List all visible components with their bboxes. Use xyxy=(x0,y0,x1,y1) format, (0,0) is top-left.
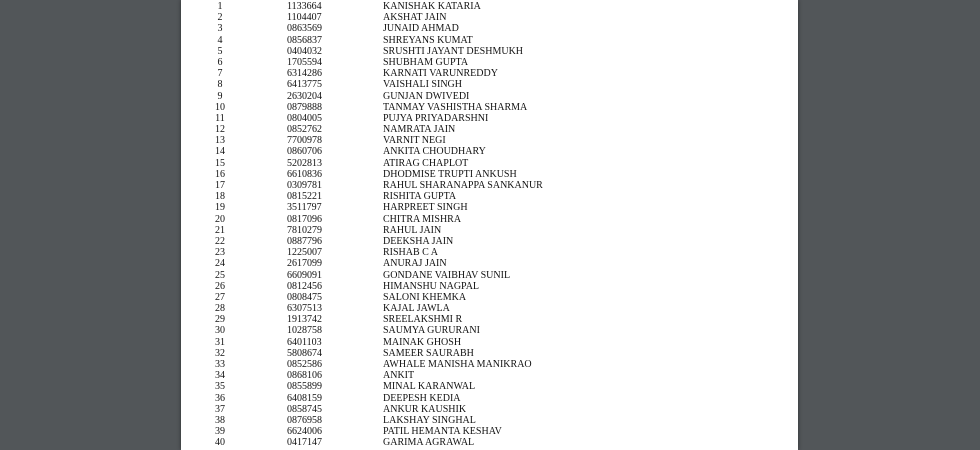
candidate-name: SAMEER SAURABH xyxy=(383,347,474,359)
serial-number: 34 xyxy=(215,370,225,382)
candidate-name: ANURAJ JAIN xyxy=(383,258,447,270)
list-item xyxy=(181,169,798,180)
list-item xyxy=(181,337,798,348)
list-item xyxy=(181,370,798,381)
candidate-name: AWHALE MANISHA MANIKRAO xyxy=(383,359,532,370)
candidate-name: HIMANSHU NAGPAL xyxy=(383,280,480,292)
candidate-name: DEEKSHA JAIN xyxy=(383,235,454,247)
serial-number: 15 xyxy=(215,157,225,169)
roll-number: 6413775 xyxy=(287,79,322,91)
list-item xyxy=(181,325,798,336)
serial-number: 37 xyxy=(215,403,225,415)
candidate-name: ANKUR KAUSHIK xyxy=(383,403,467,415)
roll-number: 0863569 xyxy=(287,23,322,35)
candidate-name: KARNATI VARUNREDDY xyxy=(383,68,498,80)
candidate-name: NAMRATA JAIN xyxy=(383,124,456,136)
roll-number: 1133664 xyxy=(287,1,322,12)
serial-number: 8 xyxy=(217,79,223,91)
roll-number: 0856837 xyxy=(287,34,322,46)
serial-number: 6 xyxy=(217,56,223,68)
list-item xyxy=(181,79,798,90)
list-item xyxy=(181,437,798,448)
serial-number: 29 xyxy=(215,314,225,326)
list-item xyxy=(181,23,798,34)
list-item xyxy=(181,381,798,392)
serial-number: 39 xyxy=(215,426,225,438)
roll-number: 0855899 xyxy=(287,381,322,393)
candidate-name: DHODMISE TRUPTI ANKUSH xyxy=(383,168,517,180)
candidate-name: SALONI KHEMKA xyxy=(383,291,467,303)
list-item xyxy=(181,270,798,281)
serial-number: 19 xyxy=(215,202,225,214)
candidate-name: CHITRA MISHRA xyxy=(383,213,462,225)
candidate-name: ATIRAG CHAPLOT xyxy=(383,157,469,169)
serial-number: 9 xyxy=(217,90,223,102)
candidate-name: PUJYA PRIYADARSHNI xyxy=(383,112,489,124)
roll-number: 0808475 xyxy=(287,291,322,303)
serial-number: 20 xyxy=(215,213,225,225)
candidate-name: ANKIT xyxy=(383,370,415,382)
roll-number: 3511797 xyxy=(287,202,322,214)
roll-number: 6624006 xyxy=(287,426,322,438)
list-item xyxy=(181,258,798,269)
candidate-name: SHUBHAM GUPTA xyxy=(383,56,469,68)
serial-number: 13 xyxy=(215,135,225,147)
serial-number: 36 xyxy=(215,392,225,404)
list-item xyxy=(181,146,798,157)
candidate-name: KANISHAK KATARIA xyxy=(383,1,481,12)
roll-number: 5202813 xyxy=(287,157,322,169)
serial-number: 35 xyxy=(215,381,225,393)
candidate-name: LAKSHAY SINGHAL xyxy=(383,414,476,426)
serial-number: 2 xyxy=(217,12,223,24)
roll-number: 2630204 xyxy=(287,90,322,102)
roll-number: 6307513 xyxy=(287,303,322,315)
list-item xyxy=(181,12,798,23)
list-item xyxy=(181,124,798,135)
serial-number: 27 xyxy=(215,291,225,303)
roll-number: 0815221 xyxy=(287,191,322,203)
roll-number: 6314286 xyxy=(287,68,322,80)
candidate-name: GARIMA AGRAWAL xyxy=(383,437,475,449)
serial-number: 5 xyxy=(217,45,223,57)
list-item xyxy=(181,158,798,169)
candidate-name: PATIL HEMANTA KESHAV xyxy=(383,426,502,438)
list-item xyxy=(181,68,798,79)
list-item xyxy=(181,393,798,404)
serial-number: 4 xyxy=(217,34,223,46)
list-item xyxy=(181,359,798,370)
list-item xyxy=(181,91,798,102)
serial-number: 25 xyxy=(215,269,225,281)
list-item xyxy=(181,46,798,57)
roll-number: 0860706 xyxy=(287,146,322,158)
roll-number: 0852586 xyxy=(287,359,322,370)
document-page xyxy=(181,0,798,450)
serial-number: 22 xyxy=(215,235,225,247)
roll-number: 6408159 xyxy=(287,392,322,404)
roll-number: 6610836 xyxy=(287,168,322,180)
candidate-name: RISHITA GUPTA xyxy=(383,191,457,203)
list-item xyxy=(181,191,798,202)
roll-number: 1225007 xyxy=(287,247,322,259)
roll-number: 1705594 xyxy=(287,56,322,68)
candidate-name: SRUSHTI JAYANT DESHMUKH xyxy=(383,45,524,57)
list-item xyxy=(181,281,798,292)
roll-number: 0852762 xyxy=(287,124,322,136)
serial-number: 33 xyxy=(215,359,225,370)
serial-number: 38 xyxy=(215,414,225,426)
candidate-name: RAHUL SHARANAPPA SANKANUR xyxy=(383,180,543,191)
list-item xyxy=(181,135,798,146)
list-item xyxy=(181,214,798,225)
roll-number: 0858745 xyxy=(287,403,322,415)
roll-number: 2617099 xyxy=(287,258,322,270)
candidate-name: HARPREET SINGH xyxy=(383,202,468,214)
candidate-name: MINAL KARANWAL xyxy=(383,381,476,393)
candidate-name: GONDANE VAIBHAV SUNIL xyxy=(383,269,511,281)
roll-number: 6401103 xyxy=(287,336,322,348)
serial-number: 16 xyxy=(215,168,225,180)
roll-number: 6609091 xyxy=(287,269,322,281)
roll-number: 7810279 xyxy=(287,224,322,236)
candidate-name: JUNAID AHMAD xyxy=(383,23,459,35)
roll-number: 1913742 xyxy=(287,314,322,326)
serial-number: 1 xyxy=(217,1,223,12)
candidate-name: VAISHALI SINGH xyxy=(383,79,462,91)
serial-number: 12 xyxy=(215,124,225,136)
list-item xyxy=(181,202,798,213)
roll-number: 0868106 xyxy=(287,370,322,382)
serial-number: 14 xyxy=(215,146,225,158)
list-item xyxy=(181,292,798,303)
list-item xyxy=(181,57,798,68)
serial-number: 11 xyxy=(215,112,225,124)
roll-number: 5808674 xyxy=(287,347,322,359)
candidate-name: SAUMYA GURURANI xyxy=(383,325,480,337)
roll-number: 0417147 xyxy=(287,437,322,449)
serial-number: 28 xyxy=(215,303,225,315)
serial-number: 3 xyxy=(217,23,223,35)
list-item xyxy=(181,113,798,124)
candidate-name: TANMAY VASHISTHA SHARMA xyxy=(383,101,528,113)
serial-number: 26 xyxy=(215,280,225,292)
serial-number: 24 xyxy=(215,258,225,270)
roll-number: 0804005 xyxy=(287,112,322,124)
candidate-name: KAJAL JAWLA xyxy=(383,303,450,315)
candidate-name: GUNJAN DWIVEDI xyxy=(383,90,470,102)
candidate-name: DEEPESH KEDIA xyxy=(383,392,461,404)
serial-number: 31 xyxy=(215,336,225,348)
roll-number: 0876958 xyxy=(287,414,322,426)
list-item xyxy=(181,348,798,359)
candidate-name: AKSHAT JAIN xyxy=(383,12,447,24)
results-list xyxy=(181,1,798,449)
serial-number: 32 xyxy=(215,347,225,359)
roll-number: 0879888 xyxy=(287,101,322,113)
serial-number: 10 xyxy=(215,101,225,113)
roll-number: 0309781 xyxy=(287,180,322,191)
list-item xyxy=(181,426,798,437)
candidate-name: RISHAB C A xyxy=(383,247,439,259)
serial-number: 23 xyxy=(215,247,225,259)
serial-number: 40 xyxy=(215,437,225,449)
roll-number: 0404032 xyxy=(287,45,322,57)
roll-number: 0817096 xyxy=(287,213,322,225)
roll-number: 7700978 xyxy=(287,135,322,147)
list-item xyxy=(181,1,798,12)
serial-number: 18 xyxy=(215,191,225,203)
list-item xyxy=(181,236,798,247)
candidate-name: SREELAKSHMI R xyxy=(383,314,463,326)
list-item xyxy=(181,180,798,191)
list-item xyxy=(181,404,798,415)
serial-number: 17 xyxy=(215,180,225,191)
serial-number: 7 xyxy=(217,68,223,80)
candidate-name: SHREYANS KUMAT xyxy=(383,34,473,46)
roll-number: 0887796 xyxy=(287,235,322,247)
list-item xyxy=(181,303,798,314)
list-item xyxy=(181,247,798,258)
list-item xyxy=(181,35,798,46)
list-item xyxy=(181,415,798,426)
serial-number: 21 xyxy=(215,224,225,236)
candidate-name: ANKITA CHOUDHARY xyxy=(383,146,486,158)
list-item xyxy=(181,225,798,236)
candidate-name: MAINAK GHOSH xyxy=(383,336,462,348)
serial-number: 30 xyxy=(215,325,225,337)
roll-number: 0812456 xyxy=(287,280,322,292)
list-item xyxy=(181,314,798,325)
roll-number: 1028758 xyxy=(287,325,322,337)
roll-number: 1104407 xyxy=(287,12,322,24)
candidate-name: RAHUL JAIN xyxy=(383,224,442,236)
list-item xyxy=(181,102,798,113)
candidate-name: VARNIT NEGI xyxy=(383,135,446,147)
